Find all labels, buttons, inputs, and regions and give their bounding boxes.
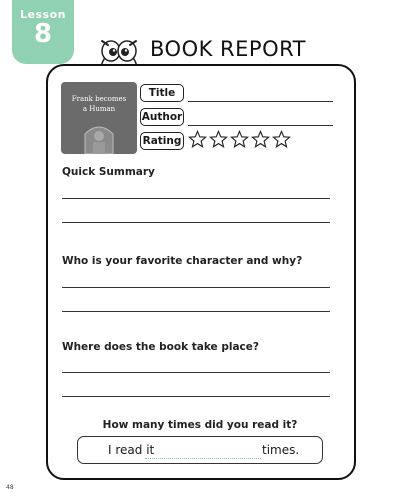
book-cover-image	[61, 82, 137, 154]
setting-question: Where does the book take place?	[62, 341, 259, 353]
setting-line-1[interactable]	[62, 372, 330, 373]
lesson-label: Lesson	[20, 8, 66, 21]
star-icon[interactable]	[272, 130, 291, 149]
page-number: 48	[6, 484, 14, 491]
summary-heading: Quick Summary	[62, 166, 155, 178]
star-icon[interactable]	[251, 130, 270, 149]
book-cover-title-line1: Frank becomes	[71, 95, 127, 103]
book-cover-illustration	[81, 120, 117, 154]
star-icon[interactable]	[188, 130, 207, 149]
author-label: Author	[140, 108, 184, 126]
times-read-blank[interactable]	[145, 458, 261, 459]
summary-line-1[interactable]	[62, 198, 330, 199]
favorite-character-question: Who is your favorite character and why?	[62, 255, 303, 267]
book-cover-title-line2: a Human	[82, 105, 116, 113]
times-read-question: How many times did you read it?	[102, 419, 298, 431]
favorite-character-line-1[interactable]	[62, 287, 330, 288]
page-title: BOOK REPORT	[150, 37, 306, 61]
lesson-tab	[12, 0, 74, 64]
lesson-number: 8	[33, 19, 53, 49]
title-label: Title	[140, 84, 184, 102]
times-read-suffix: times.	[262, 443, 300, 457]
summary-line-2[interactable]	[62, 222, 330, 223]
star-icon[interactable]	[209, 130, 228, 149]
favorite-character-line-2[interactable]	[62, 311, 330, 312]
times-read-prefix: I read it	[108, 443, 155, 457]
rating-label: Rating	[140, 132, 184, 150]
setting-line-2[interactable]	[62, 396, 330, 397]
book-cover-title	[61, 94, 137, 114]
times-read-box	[77, 436, 323, 464]
author-line[interactable]	[188, 125, 333, 126]
star-icon[interactable]	[230, 130, 249, 149]
rating-stars[interactable]	[188, 130, 291, 149]
title-line[interactable]	[188, 101, 333, 102]
